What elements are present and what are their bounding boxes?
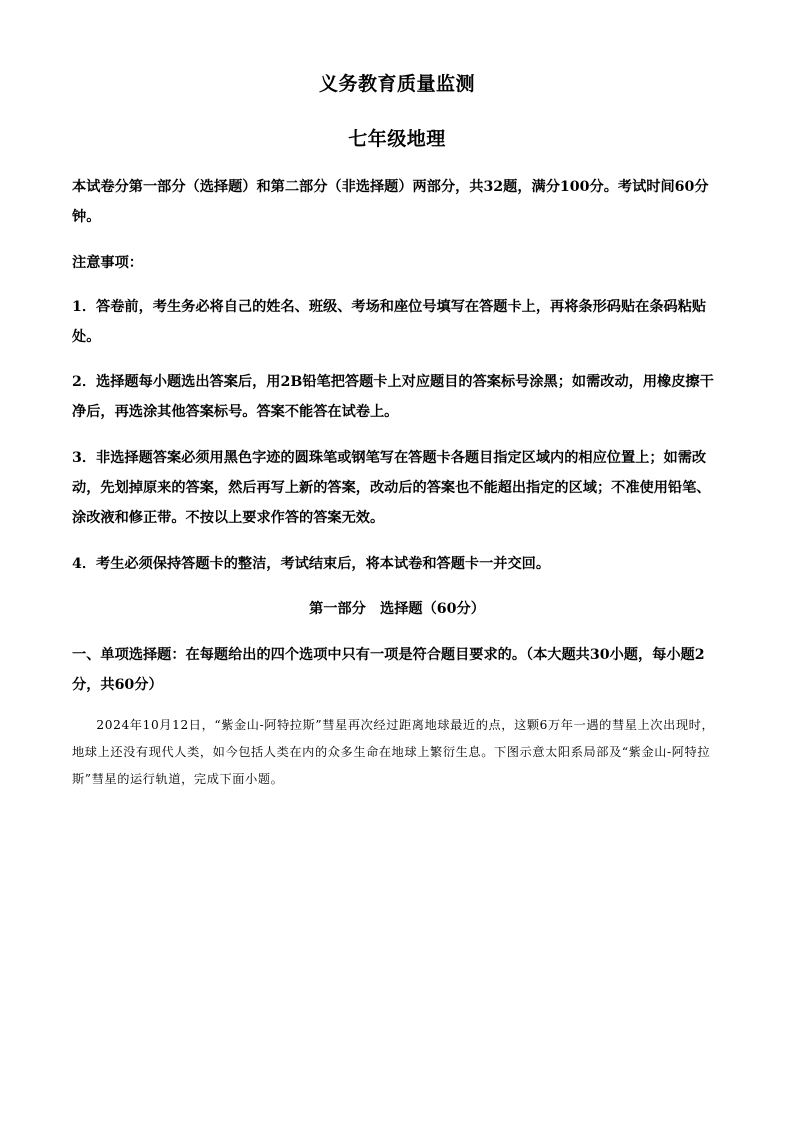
document-title: 义务教育质量监测 — [318, 73, 475, 95]
question-passage: 2024年10月12日，“紫金山-阿特拉斯”彗星再次经过距离地球最近的点，这颗6万年一遇的彗星上次出现时，地球上还没有现代人类，如今包括人类在内的众多生命在地球上繁衍生息。下图示意太阳系局部及“紫金山-阿特拉斯”彗星的运行轨道，完成下面小题。 — [72, 718, 715, 786]
notice-heading: 注意事项： — [72, 255, 143, 271]
notice-item-1: 1．答卷前，考生务必将自己的姓名、班级、考场和座位号填写在答题卡上，再将条形码贴在条码粘贴处。 — [72, 299, 707, 345]
exam-intro: 本试卷分第一部分（选择题）和第二部分（非选择题）两部分，共32题，满分100分。考试时间60分钟。 — [72, 179, 709, 225]
part-one-heading: 第一部分 选择题（60分） — [309, 601, 485, 617]
notice-item-3: 3．非选择题答案必须用黑色字迹的圆珠笔或钢笔写在答题卡各题目指定区域内的相应位置上；如需改动，先划掉原来的答案，然后再写上新的答案，改动后的答案也不能超出指定的区域；不准使用铅笔、涂改液和修正带。不按以上要求作答的答案无效。 — [72, 450, 711, 526]
notice-item-4: 4．考生必须保持答题卡的整洁，考试结束后，将本试卷和答题卡一并交回。 — [72, 556, 551, 572]
document-subtitle: 七年级地理 — [348, 128, 446, 150]
notice-item-2: 2．选择题每小题选出答案后，用2B铅笔把答题卡上对应题目的答案标号涂黑；如需改动，用橡皮擦干净后，再选涂其他答案标号。答案不能答在试卷上。 — [72, 374, 714, 420]
section-heading: 一、单项选择题：在每题给出的四个选项中只有一项是符合题目要求的。（本大题共30小题，每小题2分，共60分） — [72, 647, 705, 693]
